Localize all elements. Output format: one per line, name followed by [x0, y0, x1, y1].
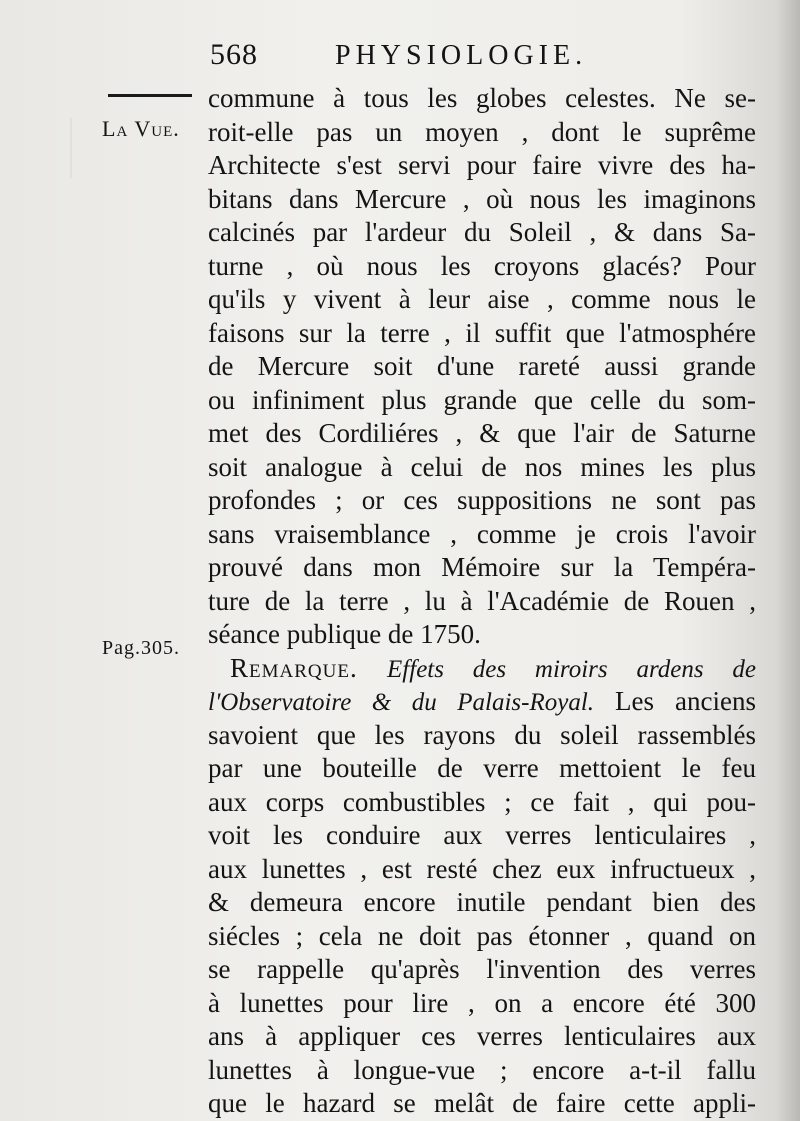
text-line: commune à tous les globes celestes. Ne se- — [208, 83, 756, 113]
text-line: soit analogue à celui de nos mines les plus — [208, 451, 756, 482]
body-text — [208, 82, 756, 1121]
text-line: de Mercure soit d'une rareté aussi grande — [208, 351, 756, 381]
remark-heading-line — [208, 652, 756, 686]
margin-note-la-vue: La Vue. — [102, 116, 180, 141]
text-line: ture de la terre , lu à l'Académie de Rouen , — [208, 585, 756, 616]
remark-label: Remarque. — [230, 652, 358, 683]
text-line: lunettes à longue-vue ; encore a-t-il fallu — [208, 1054, 756, 1085]
text-line: voit les conduire aux verres lenticulaires , — [208, 820, 756, 850]
text-line: sans vraisemblance , comme je crois l'avoir — [208, 518, 756, 549]
text-line: ans à appliquer ces verres lenticulaires aux — [208, 1021, 756, 1051]
text-line: séance publique de 1750. — [208, 619, 481, 649]
text-line: bitans dans Mercure , où nous les imaginons — [208, 183, 756, 214]
margin-note-page-ref: Pag.305. — [102, 637, 180, 659]
text-line: par une bouteille de verre mettoient le feu — [208, 753, 756, 783]
page-header — [0, 38, 800, 78]
page-number: 568 — [210, 38, 258, 71]
remark-heading-line-2 — [208, 685, 756, 719]
text-line: faisons sur la terre , il suffit que l'atmosphére — [208, 317, 756, 348]
show-through-mark — [70, 118, 102, 178]
text-line: que le hazard se melât de faire cette appli- — [208, 1088, 756, 1118]
text-line: & demeura encore inutile pendant bien des — [208, 887, 756, 917]
running-title: PHYSIOLOGIE. — [335, 40, 588, 71]
text-line: turne , où nous les croyons glacés? Pour — [208, 250, 756, 281]
text-line: se rappelle qu'après l'invention des verres — [208, 954, 756, 984]
remark-title-part2: l'Observatoire & du Palais-Royal. — [208, 689, 595, 716]
text-line: Architecte s'est servi pour faire vivre des ha- — [208, 150, 756, 180]
text-line: siécles ; cela ne doit pas étonner , quand on — [208, 920, 756, 951]
text-line: profondes ; or ces suppositions ne sont pas — [208, 485, 756, 515]
text-line: met des Cordiliéres , & que l'air de Saturne — [208, 418, 756, 448]
text-line: prouvé dans mon Mémoire sur la Tempéra- — [208, 552, 756, 582]
text-line: aux corps combustibles ; ce fait , qui pou- — [208, 786, 756, 817]
remark-title-part1: Effets des miroirs ardens de — [387, 655, 756, 683]
text-line: calcinés par l'ardeur du Soleil , & dans Sa- — [208, 217, 756, 247]
text-line: qu'ils y vivent à leur aise , comme nous le — [208, 284, 756, 314]
text-line: à lunettes pour lire , on a encore été 300 — [208, 987, 756, 1018]
text-line: roit-elle pas un moyen , dont le suprême — [208, 116, 756, 147]
remark-text-start: Les anciens — [615, 686, 756, 716]
margin-rule — [108, 94, 192, 97]
text-line: savoient que les rayons du soleil rassemblés — [208, 719, 756, 750]
text-line: ou infiniment plus grande que celle du som- — [208, 384, 756, 415]
text-line: aux lunettes , est resté chez eux infructueux , — [208, 853, 756, 884]
